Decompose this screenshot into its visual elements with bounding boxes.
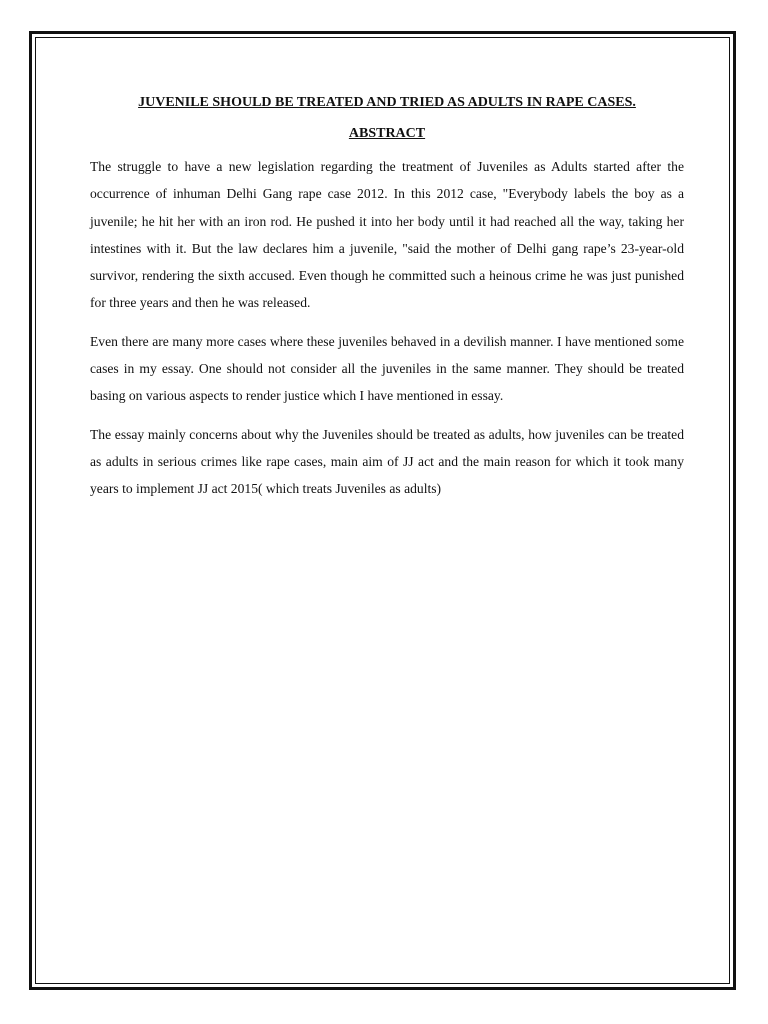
paragraph-3: The essay mainly concerns about why the Juveniles should be treated as adults, how juveniles can be treated as adults in serious crimes like rape cases, main aim of JJ act and the main reason for which it took many years to implement JJ act 2015( which treats Juveniles as adults) — [90, 426, 684, 497]
document-title: JUVENILE SHOULD BE TREATED AND TRIED AS ADULTS IN RAPE CASES. — [138, 95, 636, 110]
abstract-heading: ABSTRACT — [348, 126, 426, 141]
paragraph-1: The struggle to have a new legislation regarding the treatment of Juveniles as Adults started after the occurrence of inhuman Delhi Gang rape case 2012. In this 2012 case, "Everybody labels the boy as a juvenile; he hit her with an iron rod. He pushed it into her body until it had reached all the way, taking her intestines with it. But the law declares him a juvenile, "said the mother of Delhi gang rape’s 23-year-old survivor, rendering the sixth accused. Even though he committed such a heinous crime he was just punished for three years and then he was released. — [90, 159, 684, 311]
paragraph-2: Even there are many more cases where these juveniles behaved in a devilish manner. I have mentioned some cases in my essay. One should not consider all the juveniles in the same manner. They should be treated basing on various aspects to render justice which I have mentioned in essay. — [90, 333, 684, 404]
document-body — [90, 93, 684, 514]
